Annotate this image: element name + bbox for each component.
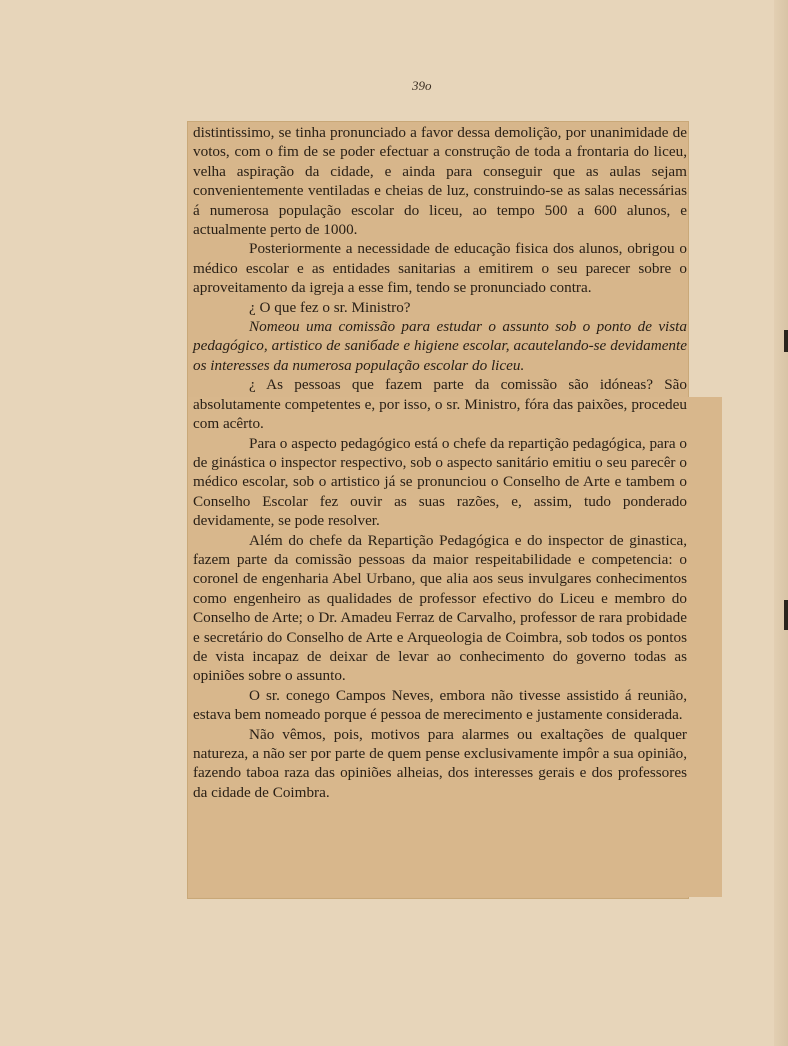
- paragraph-5: ¿ As pessoas que fazem parte da comissão são idóneas? São absolutamente competentes e, por isso, o sr. Ministro, fóra das paixões, procedeu com acêrto.: [193, 376, 687, 433]
- article-text: [193, 123, 687, 802]
- paragraph-2: Posteriormente a necessidade de educação fisica dos alunos, obrigou o médico escolar e as entidades sanitarias a emitirem o seu parecer sobre o aproveitamento da igreja a esse fim, tendo se pronunciado contra.: [193, 240, 687, 297]
- page-number: 39o: [412, 78, 432, 93]
- paragraph-3: ¿ O que fez o sr. Ministro?: [249, 298, 411, 316]
- binding-mark: [784, 330, 788, 352]
- paragraph-9: Não vêmos, pois, motivos para alarmes ou exaltações de qualquer natureza, a não ser por parte de quem pense exclusivamente impôr a sua opinião, fazendo taboa raza das opiniões alheias, dos interesses gerais e dos professores da cidade de Coimbra.: [193, 725, 687, 801]
- paragraph-1: distintissimo, se tinha pronunciado a favor dessa demolição, por unanimidade de votos, com o fim de se poder efectuar a construção de toda a frontaria do liceu, velha aspiração da cidade, e ainda para conseguir que as aulas sejam convenientemente ventiladas e cheias de luz, construindo-se as salas necessárias á numerosa população escolar do liceu, ao tempo 500 a 600 alunos, e actualmente perto de 1000.: [193, 124, 687, 239]
- paragraph-8: O sr. conego Campos Neves, embora não tivesse assistido á reunião, estava bem nomeado porque é pessoa de merecimento e justamente considerada.: [193, 686, 687, 724]
- page-edge: [774, 0, 788, 1046]
- paragraph-7: Além do chefe da Repartição Pedagógica e do inspector de ginastica, fazem parte da comissão pessoas da maior respeitabilidade e competencia: o coronel de engenharia Abel Urbano, que alia aos seus invulgares conhecimentos como engenheiro as qualidades de professor efectivo do Liceu e membro do Conselho de Arte; o Dr. Amadeu Ferraz de Carvalho, professor de rara probidade e secretário do Conselho de Arte e Arqueologia de Coimbra, sob todos os pontos de vista incapaz de deixar de levar ao conhecimento do governo todas as opiniões sobre o assunto.: [193, 531, 687, 685]
- paragraph-6: Para o aspecto pedagógico está o chefe da repartição pedagógica, para o de ginástica o inspector respectivo, sob o aspecto sanitário emitiu o seu parecêr o médico escolar, sob o artistico já se pronunciou o Conselho de Arte e tambem o Conselho Escolar fez ouvir as suas razões, e, assim, tudo ponderado devidamente, se pode resolver.: [193, 434, 687, 530]
- paragraph-4: Nomeou uma comissão para estudar o assunto sob o ponto de vista pedagógico, artistico de saniбade e higiene escolar, acautelando-se devidamente os interesses da numerosa população escolar do liceu.: [193, 318, 687, 374]
- binding-mark: [784, 600, 788, 630]
